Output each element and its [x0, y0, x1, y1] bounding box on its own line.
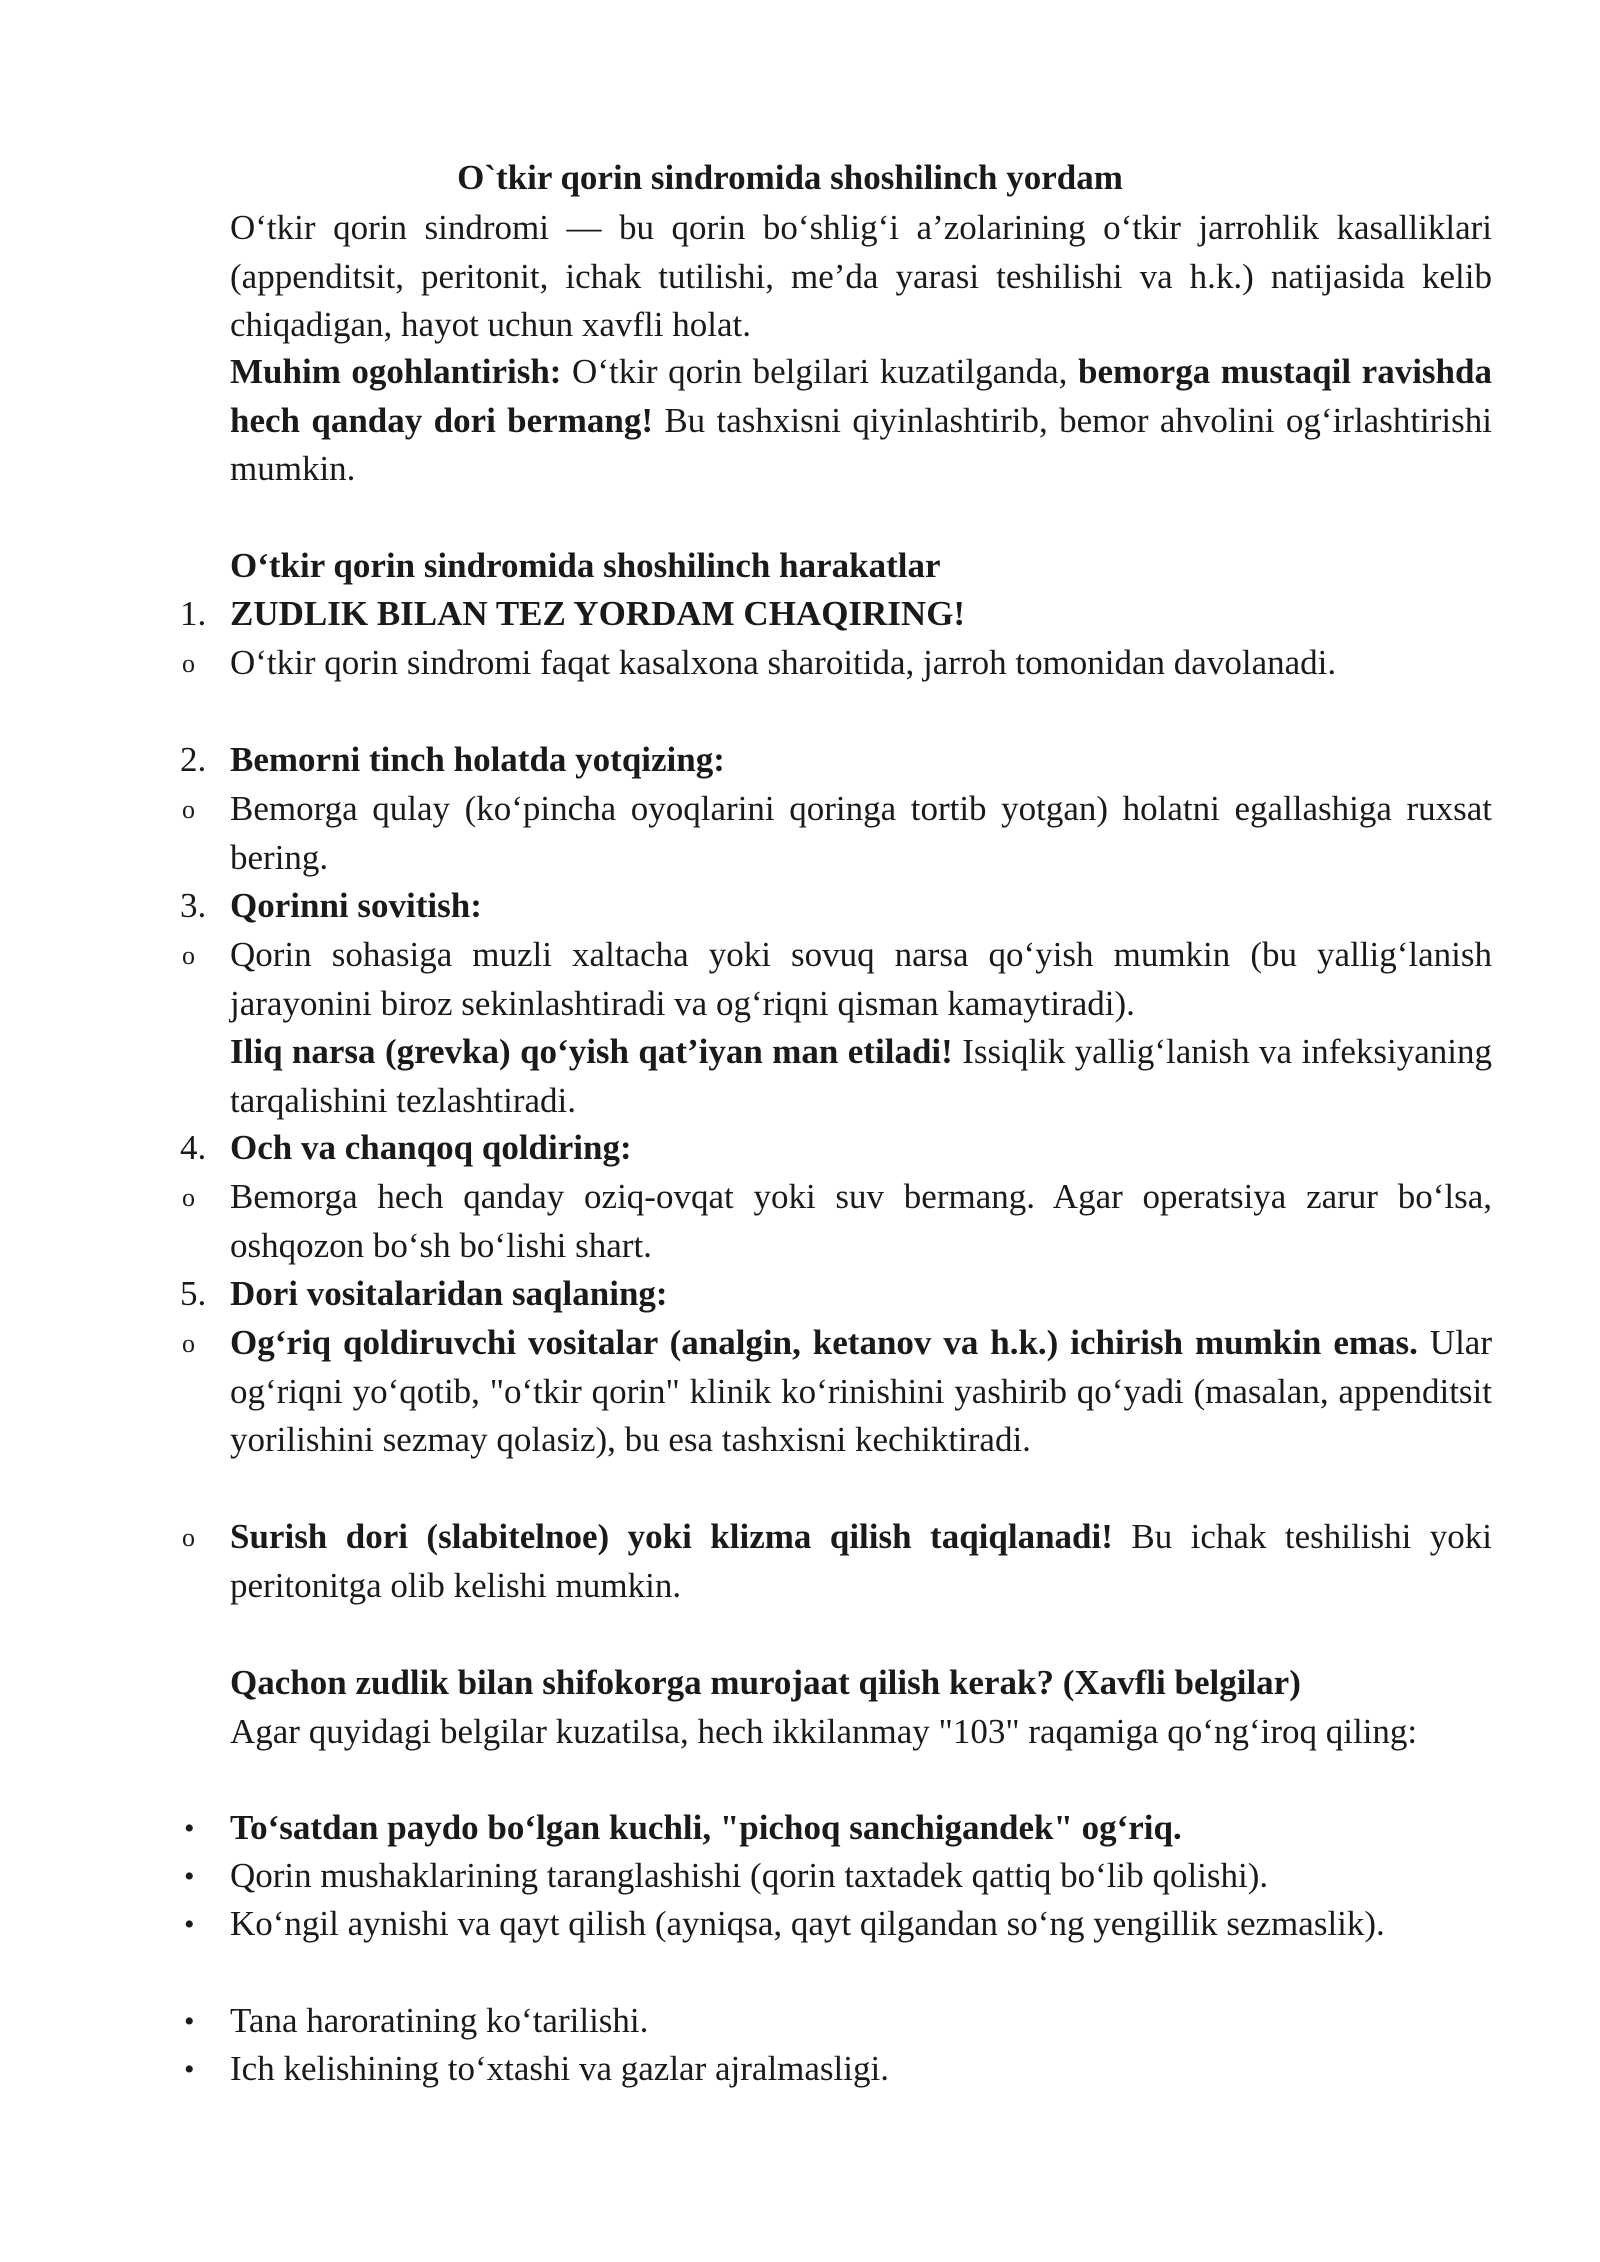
step-bullet: O‘tkir qorin sindromi faqat kasalxona sharoitida, jarroh tomonidan davolanadi. — [230, 643, 1337, 682]
step-title: Bemorni tinch holatda yotqizing: — [230, 740, 725, 779]
step-number: 2. — [180, 740, 207, 779]
danger-sign: Qorin mushaklarining taranglashishi (qorin taxtadek qattiq bo‘lib qolishi). — [230, 1856, 1269, 1895]
step-bullet-bold: Surish dori (slabitelnoe) yoki klizma qilish taqiqlanadi! — [230, 1517, 1113, 1556]
warning-text: O‘tkir qorin belgilari kuzatilganda, — [561, 352, 1078, 391]
step-title: Och va chanqoq qoldiring: — [230, 1128, 632, 1167]
step-bullet — [230, 931, 1492, 1125]
sub-bullet-marker: o — [182, 1523, 195, 1552]
danger-sign: To‘satdan paydo bo‘lgan kuchli, "pichoq sanchigandek" og‘riq. — [230, 1808, 1182, 1847]
step-bullet: Bemorga hech qanday oziq-ovqat yoki suv bermang. Agar operatsiya zarur bo‘lsa, oshqozon bo‘sh bo‘lishi shart. — [230, 1177, 1492, 1265]
step-bullet-text: Ular og‘riqni yo‘qotib, "o‘tkir qorin" klinik ko‘rinishini yashirib qo‘yadi (masalan, appenditsit yorilishini sezmay qolasiz), bu esa tashxisni kechiktiradi. — [230, 1323, 1492, 1459]
step-bullet-bold: Iliq narsa (grevka) qo‘yish qat’iyan man etiladi! — [230, 1032, 953, 1071]
danger-heading: Qachon zudlik bilan shifokorga murojaat qilish kerak? (Xavfli belgilar) — [230, 1663, 1301, 1702]
danger-sign: Tana haroratining ko‘tarilishi. — [230, 2001, 649, 2040]
bullet-marker: • — [184, 2005, 195, 2038]
bullet-marker: • — [184, 1860, 195, 1893]
danger-sign: Ich kelishining to‘xtashi va gazlar ajralmasligi. — [230, 2049, 889, 2088]
step-bullet-text2: Issiqlik yallig‘lanish va infeksiyaning tarqalishini tezlashtiradi. — [230, 1032, 1492, 1120]
step-bullet-text: Bu ichak teshilishi yoki peritonitga olib kelishi mumkin. — [230, 1517, 1492, 1605]
danger-sign: Ko‘ngil aynishi va qayt qilish (ayniqsa, qayt qilgandan so‘ng yengillik sezmaslik). — [230, 1904, 1385, 1943]
step-title: ZUDLIK BILAN TEZ YORDAM CHAQIRING! — [230, 594, 966, 633]
step-number: 3. — [180, 886, 207, 925]
step-bullet — [230, 1319, 1492, 1465]
step-title: Qorinni sovitish: — [230, 886, 482, 925]
step-bullet: Bemorga qulay (ko‘pincha oyoqlarini qoringa tortib yotgan) holatni egallashiga ruxsat bering. — [230, 789, 1492, 877]
step-bullet-bold: Og‘riq qoldiruvchi vositalar (analgin, ketanov va h.k.) ichirish mumkin emas. — [230, 1323, 1418, 1362]
step-bullet-text: Qorin sohasiga muzli xaltacha yoki sovuq narsa qo‘yish mumkin (bu yallig‘lanish jarayonini biroz sekinlashtiradi va og‘riqni qisman kamaytiradi). — [230, 935, 1492, 1023]
warning-paragraph — [230, 348, 1492, 494]
warning-label: Muhim ogohlantirish: — [230, 352, 562, 391]
step-bullet — [230, 1513, 1492, 1610]
intro-definition: O‘tkir qorin sindromi — bu qorin bo‘shlig‘i a’zolarining o‘tkir jarrohlik kasalliklari (appenditsit, peritonit, ichak tutilishi, me’da yarasi teshilishi va h.k.) natijasida kelib chiqadigan, hayot uchun xavfli holat. — [230, 208, 1492, 344]
sub-bullet-marker: o — [182, 1329, 195, 1358]
warning-bold: bemorga mustaqil ravishda hech qanday dori bermang! — [230, 352, 1492, 440]
step-number: 1. — [180, 594, 207, 633]
sub-bullet-marker: o — [182, 941, 195, 970]
bullet-marker: • — [184, 1908, 195, 1941]
bullet-marker: • — [184, 1812, 195, 1845]
bullet-marker: • — [184, 2053, 195, 2086]
warning-tail: Bu tashxisni qiyinlashtirib, bemor ahvolini og‘irlashtirishi mumkin. — [230, 400, 1492, 488]
document-title: O`tkir qorin sindromida shoshilinch yordam — [457, 158, 1123, 197]
step-number: 4. — [180, 1128, 207, 1167]
sub-bullet-marker: o — [182, 1183, 195, 1212]
step-number: 5. — [180, 1274, 207, 1313]
sub-bullet-marker: o — [182, 795, 195, 824]
actions-heading: O‘tkir qorin sindromida shoshilinch harakatlar — [230, 546, 941, 585]
sub-bullet-marker: o — [182, 649, 195, 678]
step-title: Dori vositalaridan saqlaning: — [230, 1274, 668, 1313]
danger-intro: Agar quyidagi belgilar kuzatilsa, hech ikkilanmay "103" raqamiga qo‘ng‘iroq qiling: — [230, 1712, 1418, 1751]
